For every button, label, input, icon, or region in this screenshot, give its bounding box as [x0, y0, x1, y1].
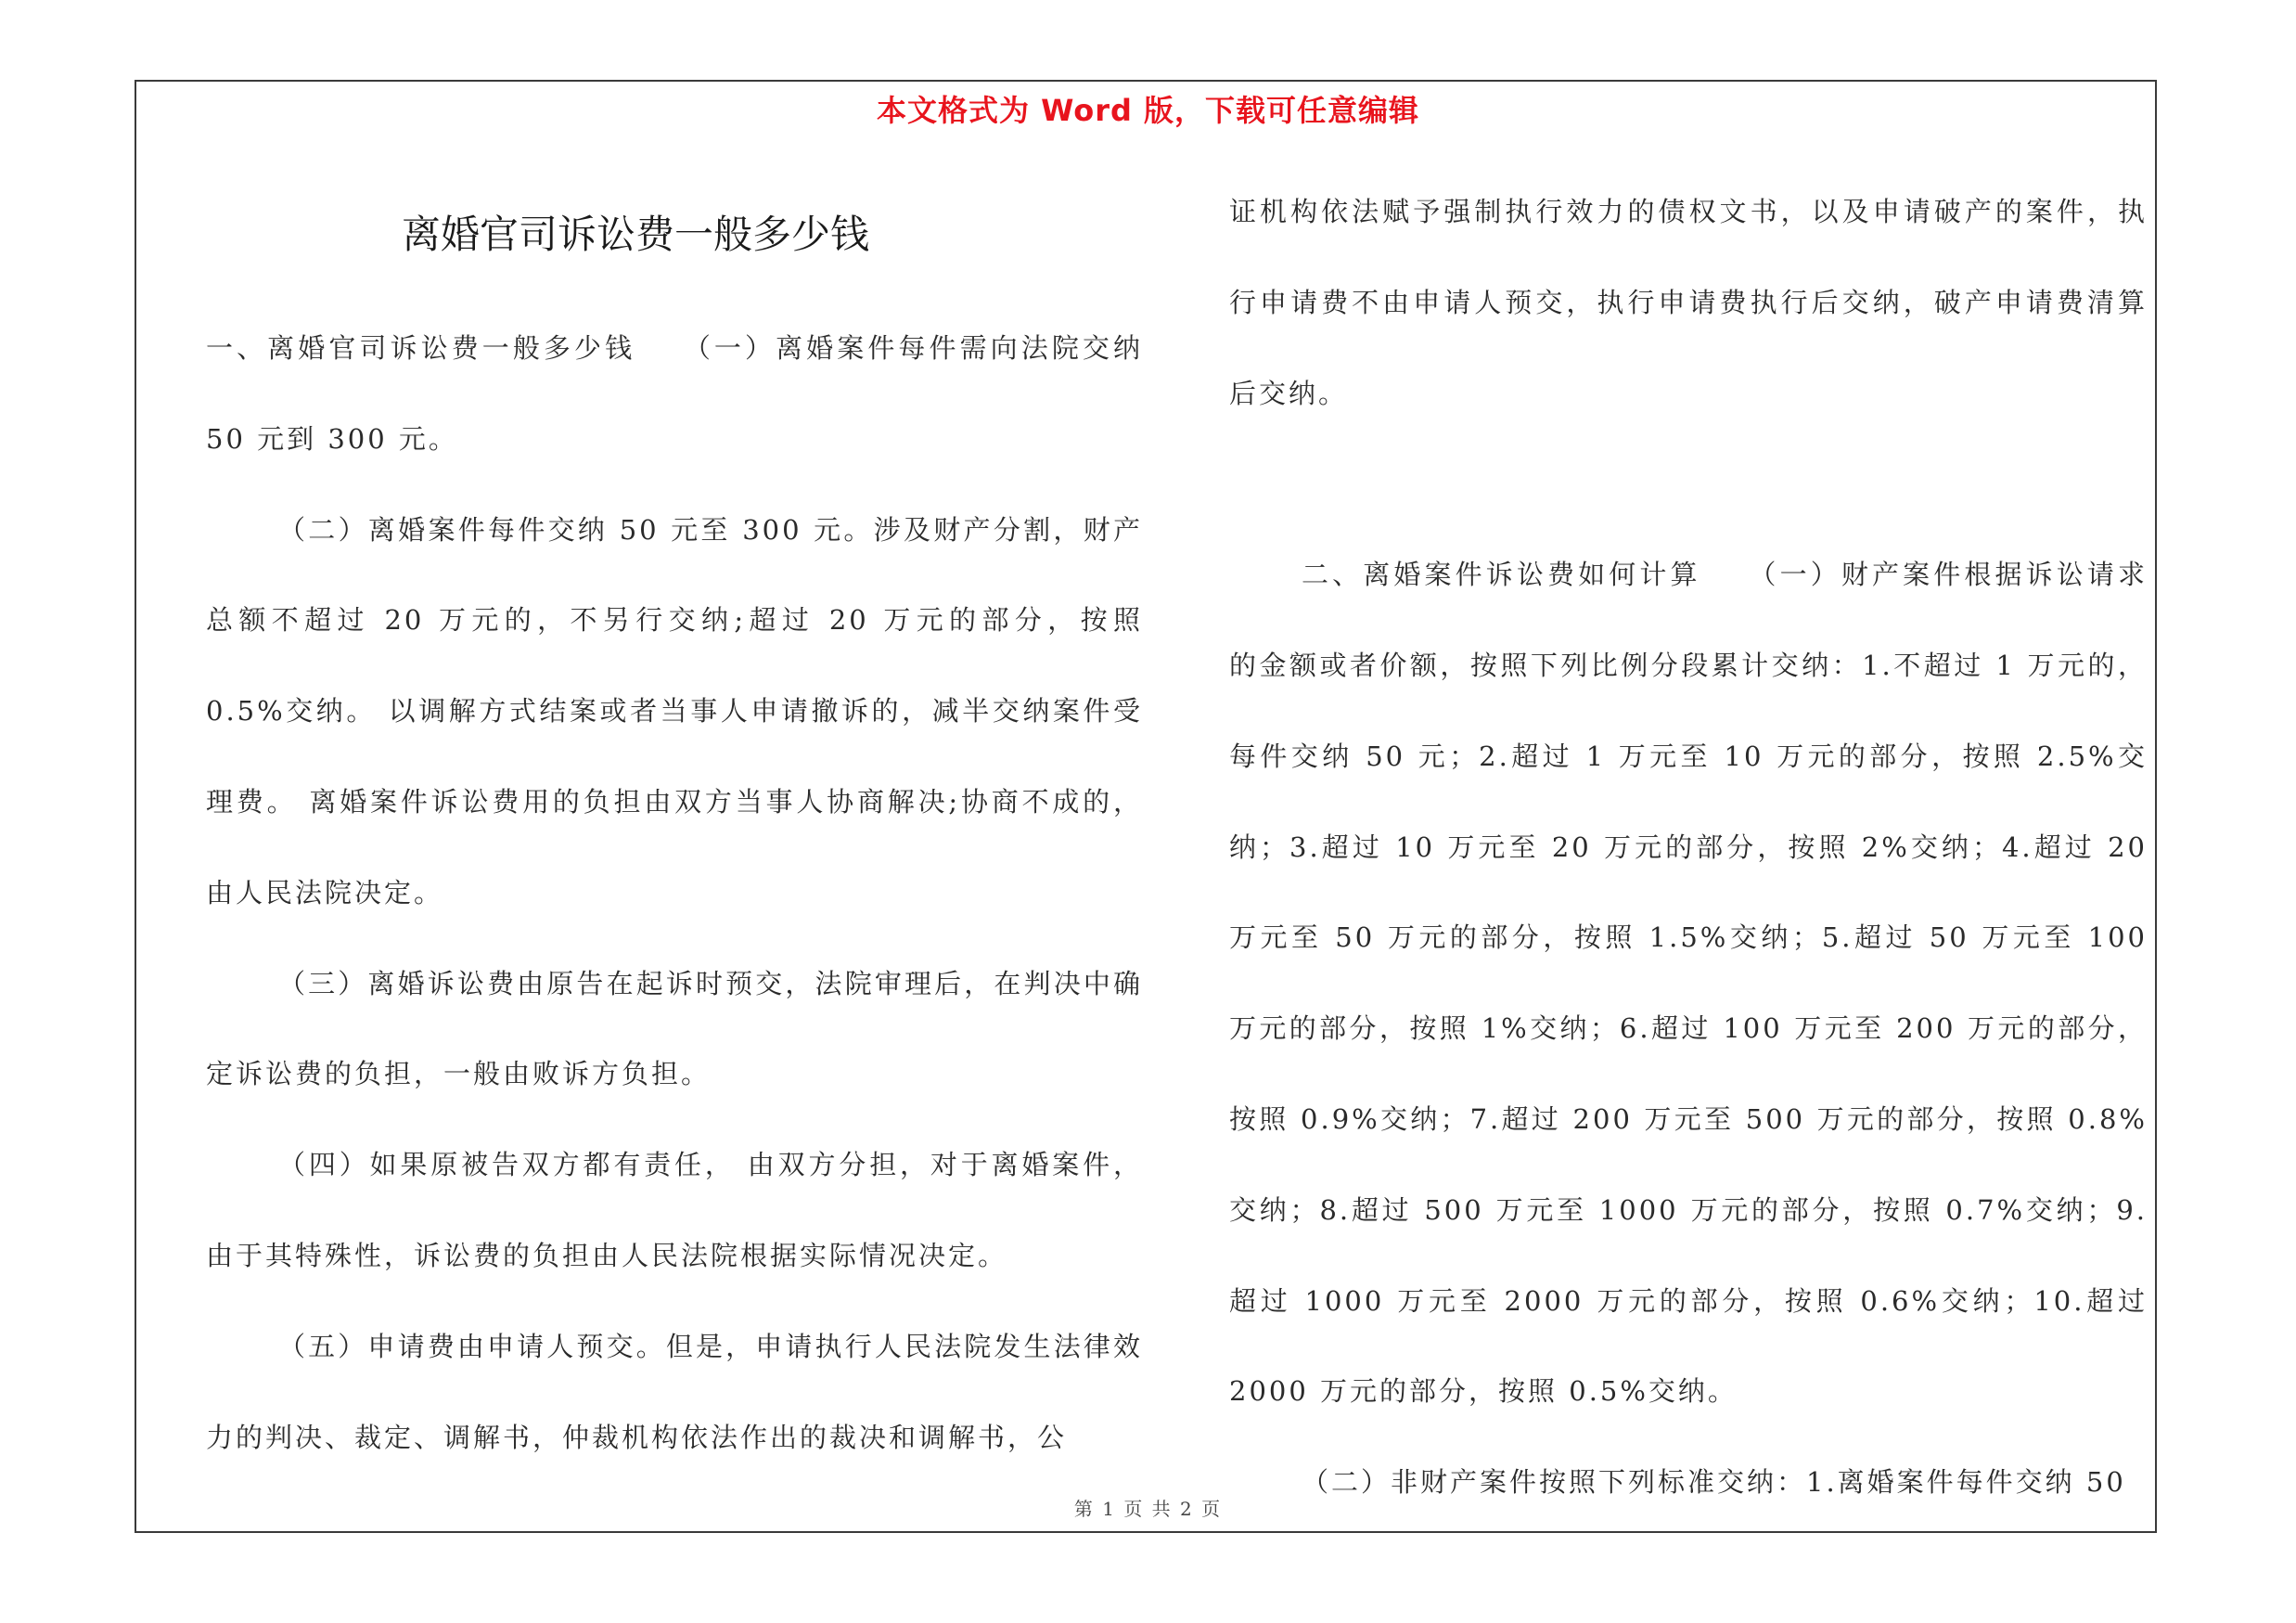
right-column — [1229, 167, 2148, 1528]
paragraph-section-1-intro: 一、离婚官司诉讼费一般多少钱 （一）离婚案件每件需向法院交纳 50 元到 300 元。 — [206, 332, 1143, 455]
paragraph-item-2: （二）离婚案件每件交纳 50 元至 300 元。涉及财产分割，财产总额不超过 20 万元的，不另行交纳;超过 20 万元的部分，按照 0.5%交纳。 以调解方式结案或者当事人申请撤诉的，减半交纳案件受理费。 离婚案件诉讼费用的负担由双方当事人协商解决;协商不成的，由人民法院决定。 — [206, 513, 1143, 908]
document-title: 离婚官司诉讼费一般多少钱 — [401, 212, 869, 257]
paragraph-section-2-fee-calculation: 二、离婚案件诉讼费如何计算 （一）财产案件根据诉讼请求的金额或者价额，按照下列比例分段累计交纳：1.不超过 1 万元的，每件交纳 50 元；2.超过 1 万元至 10 万元的部分，按照 2.5%交纳；3.超过 10 万元至 20 万元的部分，按照 2%交纳；4.超过 20 万元至 50 万元的部分，按照 1.5%交纳；5.超过 50 万元至 100 万元的部分，按照 1%交纳；6.超过 100 万元至 200 万元的部分，按照 0.9%交纳；7.超过 200 万元至 500 万元的部分，按照 0.8%交纳；8.超过 500 万元至 1000 万元的部分，按照 0.7%交纳；9.超过 1000 万元至 2000 万元的部分，按照 0.6%交纳；10.超过 2000 万元的部分，按照 0.5%交纳。 — [1229, 559, 2148, 1408]
paragraph-item-5-continued: 证机构依法赋予强制执行效力的债权文书，以及申请破产的案件，执行申请费不由申请人预交，执行申请费执行后交纳，破产申请费清算后交纳。 — [1229, 196, 2148, 409]
format-notice: 本文格式为 Word 版，下载可任意编辑 — [876, 93, 1420, 128]
paragraph-item-5: （五）申请费由申请人预交。但是，申请执行人民法院发生法律效力的判决、裁定、调解书，仲裁机构依法作出的裁决和调解书，公 — [206, 1330, 1143, 1453]
paragraph-item-4: （四）如果原被告双方都有责任， 由双方分担，对于离婚案件，由于其特殊性，诉讼费的负担由人民法院根据实际情况决定。 — [206, 1149, 1143, 1271]
paragraph-item-3: （三）离婚诉讼费由原告在起诉时预交，法院审理后，在判决中确定诉讼费的负担，一般由败诉方负担。 — [206, 967, 1143, 1090]
page-number: 第 1 页 共 2 页 — [1073, 1498, 1223, 1520]
left-column — [206, 303, 1143, 1483]
paragraph-non-property-cases: （二）非财产案件按照下列标准交纳：1.离婚案件每件交纳 50 — [1302, 1466, 2126, 1499]
paragraph-gap — [1229, 439, 2148, 530]
